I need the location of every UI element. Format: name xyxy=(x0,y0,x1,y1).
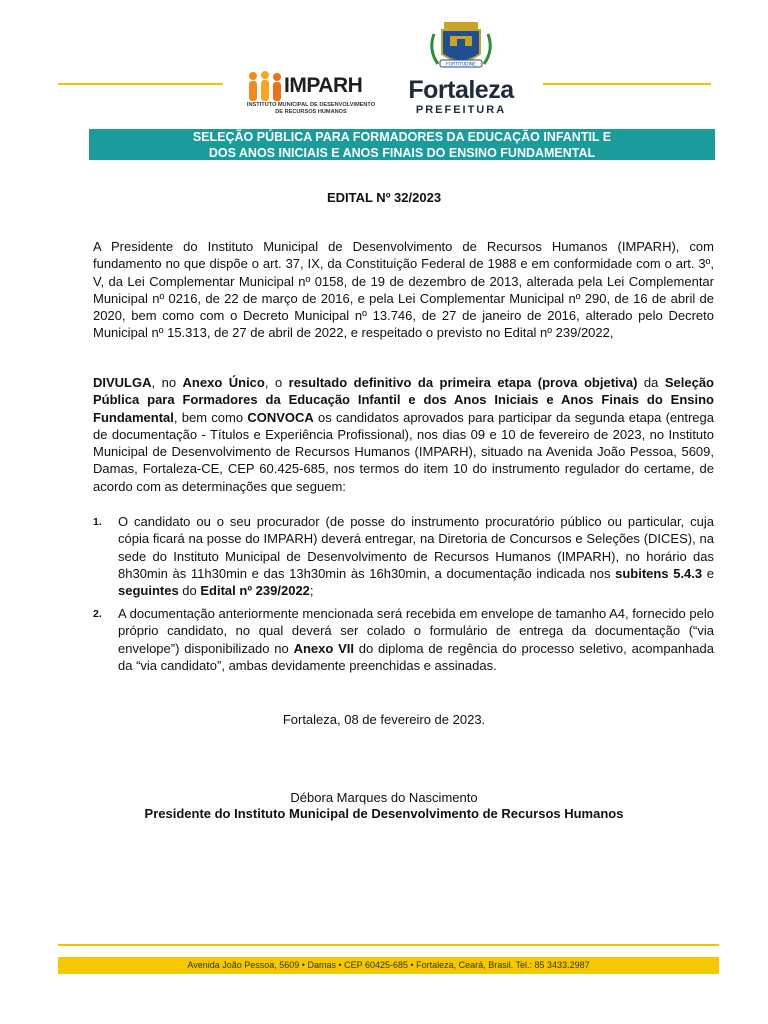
selection-banner xyxy=(89,129,715,160)
divulga-keyword: DIVULGA xyxy=(93,375,152,390)
divulga-text: , bem como xyxy=(173,409,248,425)
footer-divider xyxy=(58,944,719,946)
city-crest-icon xyxy=(426,20,496,72)
seguintes-ref: seguintes xyxy=(118,583,179,599)
anexo-unico-ref: Anexo Único xyxy=(182,375,265,390)
header-divider-right xyxy=(543,83,711,85)
divulga-text: , no xyxy=(151,375,183,390)
list-item-text xyxy=(118,605,714,674)
footer-address: Avenida João Pessoa, 5609 • Damas • CEP 60425-685 • Fortaleza, Ceará, Brasil. Tel.: 85 3433.2987 xyxy=(58,957,719,974)
subitens-ref: subitens 5.4.3 xyxy=(615,565,703,581)
divulga-text: os candidatos aprovados para participar da segunda etapa (entrega de documentação - Títulos e Experiência Profissional), nos dias 09 e 10 de fevereiro de 2023, no Instituto Municipal de Desenvolvimento de Recursos Humanos (IMPARH), situado na Avenida João Pessoa, 5609, Damas, Fortaleza-CE, CEP 60.425-685, nos termos do item 10 do instrumento regulador do certame, de acordo com as determinações que seguem: xyxy=(93,409,714,494)
divulga-text: da xyxy=(637,375,665,390)
list-item-number: 2. xyxy=(93,608,102,620)
imparh-subtitle: INSTITUTO MUNICIPAL DE DESENVOLVIMENTO DE RECURSOS HUMANOS xyxy=(246,102,376,115)
banner-line-1: SELEÇÃO PÚBLICA PARA FORMADORES DA EDUCAÇÃO INFANTIL E xyxy=(192,130,612,144)
item-text: A documentação anteriormente mencionada será recebida em envelope de tamanho A4, fornecido pelo próprio candidato, no qual deverá ser colado o formulário de entrega da documentação (“via envelope”) disponibilizado no xyxy=(118,606,714,656)
signatory-name: Débora Marques do Nascimento xyxy=(290,790,478,805)
convoca-keyword: CONVOCA xyxy=(247,409,314,425)
imparh-logo xyxy=(246,68,376,116)
imparh-people-icon xyxy=(246,70,286,104)
selecao-publica-name: Seleção Pública para Formadores da Educação Infantil e dos Anos Iniciais e Anos Finais do Ensino Fundamental xyxy=(93,375,714,425)
item-text: do xyxy=(178,583,201,599)
fortaleza-logo xyxy=(397,20,525,120)
fortaleza-wordmark: Fortaleza xyxy=(408,76,514,104)
item-text: e xyxy=(702,565,715,581)
edital-title: EDITAL Nº 32/2023 xyxy=(326,190,442,205)
edital-ref: Edital nº 239/2022 xyxy=(200,583,310,599)
intro-paragraph: A Presidente do Instituto Municipal de Desenvolvimento de Recursos Humanos (IMPARH), com fundamento no que dispõe o art. 37, IX, da Constituição Federal de 1988 e em conformidade com o art. 3º, V, da Lei Complementar Municipal nº 0158, de 19 de dezembro de 2013, alterada pela Lei Complementar Municipal nº 0216, de 22 de março de 2016, e pela Lei Complementar Municipal nº 290, de 16 de abril de 2020, bem como com o Decreto Municipal nº 13.746, de 27 de janeiro de 2016, alterado pelo Decreto Municipal nº 15.313, de 27 de abril de 2022, e respeitado o previsto no Edital nº 239/2022, xyxy=(93,239,714,341)
item-text: O candidato ou o seu procurador (de posse do instrumento procuratório público ou particular, cuja cópia ficará na posse do IMPARH) deverá entregar, na Diretoria de Concursos e Seleções (DICES), na sede do Instituto Municipal de Desenvolvimento de Recursos Humanos (IMPARH), no horário das 8h30min às 11h30min e das 13h30min às 16h30min, a documentação indicada nos xyxy=(118,514,714,581)
resultado-definitivo: resultado definitivo da primeira etapa (prova objetiva) xyxy=(288,375,638,390)
divulga-paragraph xyxy=(93,374,714,495)
imparh-wordmark: IMPARH xyxy=(284,74,363,97)
list-item-number: 1. xyxy=(93,516,102,528)
banner-line-2: DOS ANOS INICIAIS E ANOS FINAIS DO ENSINO FUNDAMENTAL xyxy=(208,146,596,160)
item-text: do diploma de regência do processo seletivo, acompanhada da “via candidato”, ambas devidamente preenchidas e assinadas. xyxy=(118,640,714,673)
date-line: Fortaleza, 08 de fevereiro de 2023. xyxy=(282,712,486,727)
anexo-vii-ref: Anexo VII xyxy=(293,640,354,656)
item-text: ; xyxy=(309,583,314,599)
signatory-title: Presidente do Instituto Municipal de Desenvolvimento de Recursos Humanos xyxy=(144,806,624,821)
crest-ribbon: FORTITUDINE xyxy=(445,62,477,68)
divulga-text: , o xyxy=(264,375,289,390)
list-item-text xyxy=(118,513,714,599)
prefeitura-subtitle: PREFEITURA xyxy=(415,104,507,116)
header-divider-left xyxy=(58,83,223,85)
